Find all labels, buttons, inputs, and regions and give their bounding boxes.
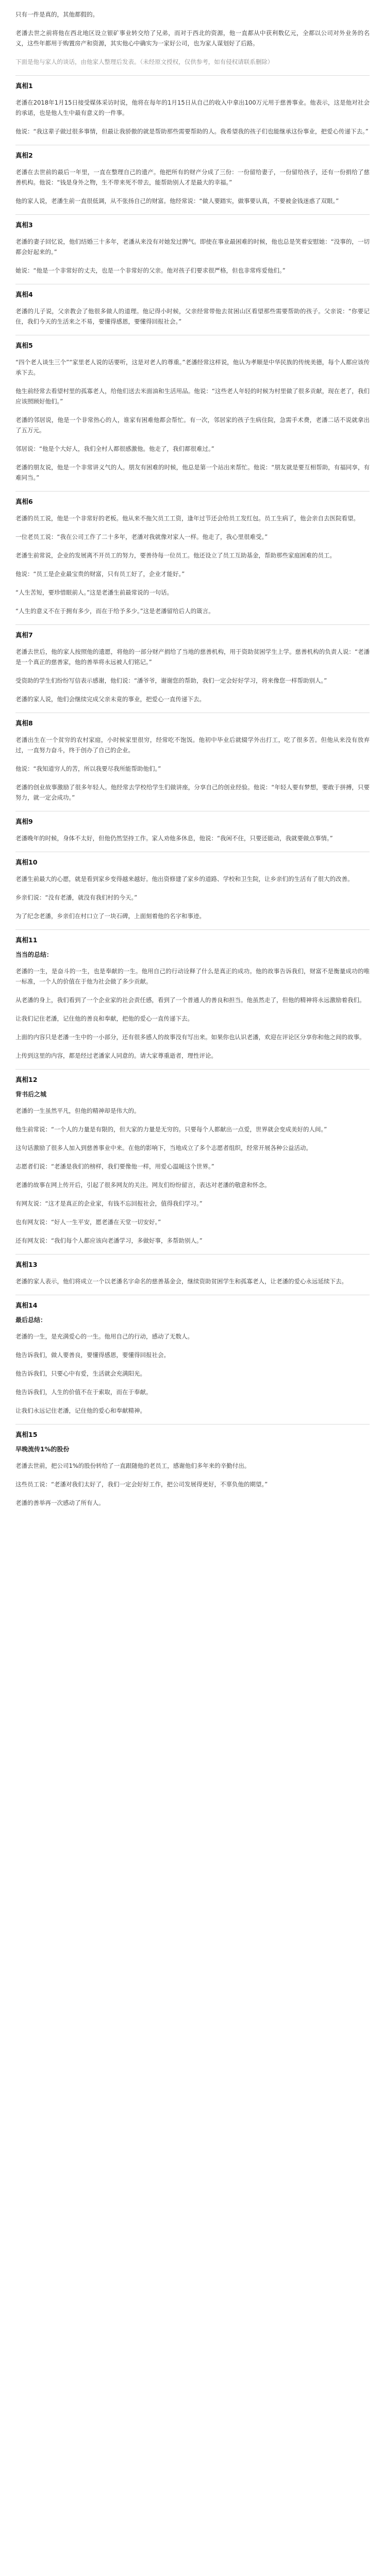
section-heading: 真相9 xyxy=(15,818,33,825)
section-paragraph: “人生苦短，要珍惜眼前人。”这是老潘生前最常说的一句话。 xyxy=(15,589,173,596)
section-paragraph: 老潘的创业故事激励了很多年轻人。他经常去学校给学生们做讲座，分享自己的创业经验。他说：“年轻人要有梦想，要敢于拼搏，只要努力，就一定会成功。” xyxy=(15,784,370,801)
section-heading: 真相7 xyxy=(15,631,33,639)
section-divider xyxy=(15,1424,370,1425)
section-divider xyxy=(15,1069,370,1070)
section-paragraph: 他说：“我这辈子做过很多事情，但最让我骄傲的就是帮助那些需要帮助的人。我希望我的孩子们也能继承这份事业，把爱心传递下去。” xyxy=(15,128,369,135)
article-section xyxy=(15,75,370,137)
section-paragraph: “人生的意义不在于拥有多少，而在于给予多少。”这是老潘留给后人的箴言。 xyxy=(15,607,214,615)
section-paragraph: “四个老人谈生三个”“家里老人说的话要听，这是对老人的尊重。”老潘经常这样说，他认为孝顺是中华民族的传统美德，每个人都应该传承下去。 xyxy=(15,359,370,376)
section-paragraph: 有网友说：“这才是真正的企业家，有钱不忘回报社会，值得我们学习。” xyxy=(15,1200,203,1207)
section-paragraph: 这些员工说：“老潘对我们太好了，我们一定会好好工作，把公司发展得更好，不辜负他的期望。” xyxy=(15,1481,268,1488)
section-paragraph: 让我们永远记住老潘，记住他的爱心和奉献精神。 xyxy=(15,1407,146,1414)
section-subtitle: 早晚流传1%的股份 xyxy=(15,1446,70,1453)
article-section xyxy=(15,1069,370,1246)
article-section xyxy=(15,713,370,803)
section-paragraph: 老潘的故事在网上传开后，引起了很多网友的关注。网友们纷纷留言，表达对老潘的敬意和怀念。 xyxy=(15,1181,271,1189)
section-paragraph: 老潘在去世前的最后一年里，一直在整理自己的遗产。他把所有的财产分成了三份：一份留给妻子，一份留给孩子，还有一份捐给了慈善机构。他说：“钱是身外之物，生不带来死不带去，能帮助别人才是最大的幸福。” xyxy=(15,168,370,186)
intro-paragraph: 下面是他与家人的谈话，由他家人整理后发表。（未经原文授权，仅供参考，如有侵权请联系删除） xyxy=(15,58,274,65)
section-heading: 真相14 xyxy=(15,1301,38,1309)
section-paragraph: 他生前常说：“一个人的力量是有限的，但大家的力量是无穷的。只要每个人都献出一点爱，世界就会变成美好的人间。” xyxy=(15,1126,327,1133)
section-heading: 真相10 xyxy=(15,858,38,866)
section-paragraph: 老潘在2018年1月15日接受媒体采访时说，他将在每年的1月15日从自己的收入中拿出100万元用于慈善事业。他表示，这是他对社会的承诺，也是他人生中最有意义的一件事。 xyxy=(15,99,370,116)
article-sections xyxy=(15,75,370,1508)
section-paragraph: 老潘的邻居说，他是一个非常热心的人，谁家有困难他都会帮忙。有一次，邻居家的孩子生病住院，急需手术费，老潘二话不说就拿出了五万元。 xyxy=(15,416,370,434)
section-heading: 真相13 xyxy=(15,1261,38,1268)
section-paragraph: 邻居说：“他是个大好人，我们全村人都很感激他。他走了，我们都很难过。” xyxy=(15,445,214,452)
section-paragraph: 老潘生前最大的心愿，就是看到家乡变得越来越好。他出资修建了家乡的道路、学校和卫生院，让乡亲们的生活有了很大的改善。 xyxy=(15,875,354,883)
article-section xyxy=(15,929,370,1061)
article-section xyxy=(15,1254,370,1286)
section-subtitle: 背书后之城 xyxy=(15,1091,47,1098)
section-divider xyxy=(15,1254,370,1255)
article-section xyxy=(15,335,370,483)
section-paragraph: 他生前经常去看望村里的孤寡老人，给他们送去米面油和生活用品。他说：“这些老人年轻的时候为村里做了很多贡献，现在老了，我们应该照顾好他们。” xyxy=(15,387,370,405)
article-section xyxy=(15,1295,370,1416)
section-paragraph: 从老潘的身上，我们看到了一个企业家的社会责任感，看到了一个普通人的善良和担当。他虽然走了，但他的精神将永远激励着我们。 xyxy=(15,996,365,1004)
section-paragraph: 也有网友说：“好人一生平安，愿老潘在天堂一切安好。” xyxy=(15,1218,161,1226)
section-paragraph: 老潘的一生虽然平凡，但他的精神却是伟大的。 xyxy=(15,1107,140,1114)
section-paragraph: 老潘的家人表示，他们将成立一个以老潘名字命名的慈善基金会，继续资助贫困学生和孤寡老人，让老潘的爱心永远延续下去。 xyxy=(15,1278,347,1285)
section-heading: 真相4 xyxy=(15,291,33,298)
section-paragraph: 上面的内容只是老潘一生中的一小部分，还有很多感人的故事没有写出来。如果你也认识老潘，欢迎在评论区分享你和他之间的故事。 xyxy=(15,1033,365,1041)
article-section xyxy=(15,491,370,616)
section-paragraph: 老潘的朋友说，他是一个非常讲义气的人。朋友有困难的时候，他总是第一个站出来帮忙。他说：“朋友就是要互相帮助，有福同享，有难同当。” xyxy=(15,464,370,481)
section-heading: 真相12 xyxy=(15,1076,38,1083)
section-paragraph: 老潘的一生，是充满爱心的一生。他用自己的行动，感动了无数人。 xyxy=(15,1333,193,1340)
section-paragraph: 志愿者们说：“老潘是我们的榜样，我们要像他一样，用爱心温暖这个世界。” xyxy=(15,1163,214,1170)
article-section xyxy=(15,624,370,704)
article-section xyxy=(15,284,370,327)
section-paragraph: 一位老员工说：“我在公司工作了二十多年，老潘对我就像对家人一样。他走了，我心里很难受。” xyxy=(15,533,268,540)
section-divider xyxy=(15,491,370,492)
section-divider xyxy=(15,75,370,76)
article-section xyxy=(15,811,370,843)
section-paragraph: 老潘去世后，他的家人按照他的遗愿，将他的一部分财产捐给了当地的慈善机构，用于资助贫困学生上学。慈善机构的负责人说：“老潘是一个真正的慈善家，他的善举将永远被人们铭记。” xyxy=(15,648,370,666)
section-paragraph: 让我们记住老潘，记住他的善良和奉献，把他的爱心一直传递下去。 xyxy=(15,1015,193,1022)
section-heading: 真相15 xyxy=(15,1431,38,1438)
section-paragraph: 上传到这里的内容，都是经过老潘家人同意的。请大家尊重逝者，理性评论。 xyxy=(15,1052,217,1059)
section-paragraph: 老潘的一生，是奋斗的一生，也是奉献的一生。他用自己的行动诠释了什么是真正的成功。他的故事告诉我们，财富不是衡量成功的唯一标准，一个人的价值在于他为社会做了多少贡献。 xyxy=(15,968,370,985)
article-section xyxy=(15,214,370,276)
article-section xyxy=(15,1424,370,1508)
section-paragraph: 他说：“我知道穷人的苦，所以我要尽我所能帮助他们。” xyxy=(15,765,161,772)
section-subtitle: 最后总结： xyxy=(15,1316,47,1324)
section-paragraph: 老潘去世前，把公司1%的股份转给了一直跟随他的老员工，感谢他们多年来的辛勤付出。 xyxy=(15,1462,251,1469)
section-paragraph: 老潘的员工说，他是一个非常好的老板。他从来不拖欠员工工资，逢年过节还会给员工发红包。员工生病了，他会亲自去医院看望。 xyxy=(15,515,359,522)
section-paragraph: 他告诉我们，人生的价值不在于索取，而在于奉献。 xyxy=(15,1388,152,1396)
section-heading: 真相11 xyxy=(15,936,38,944)
article-section xyxy=(15,145,370,206)
section-paragraph: 老潘出生在一个贫穷的农村家庭，小时候家里很穷，经常吃不饱饭。他初中毕业后就辍学外出打工，吃了很多苦。但他从来没有放弃过，一直努力奋斗，终于创办了自己的企业。 xyxy=(15,736,370,754)
section-paragraph: 他的家人说，老潘生前一直很低调，从不张扬自己的财富。他经常说：“做人要踏实，做事要认真，不要被金钱迷惑了双眼。” xyxy=(15,197,339,205)
section-paragraph: 老潘的儿子说，父亲教会了他很多做人的道理。他记得小时候，父亲经常带他去贫困山区看望那些需要帮助的孩子。父亲说：“你要记住，我们今天的生活来之不易，要懂得感恩，要懂得回报社会。” xyxy=(15,308,370,325)
section-paragraph: 老潘生前常说，企业的发展离不开员工的努力，要善待每一位员工。他还设立了员工互助基金，帮助那些家庭困难的员工。 xyxy=(15,552,336,559)
section-divider xyxy=(15,624,370,625)
article-intro xyxy=(15,9,370,67)
section-paragraph: 他告诉我们，只要心中有爱，生活就会充满阳光。 xyxy=(15,1370,146,1377)
section-divider xyxy=(15,214,370,215)
section-paragraph: 还有网友说：“我们每个人都应该向老潘学习，多做好事，多帮助别人。” xyxy=(15,1237,203,1244)
section-heading: 真相6 xyxy=(15,498,33,505)
section-paragraph: 老潘的妻子回忆说，他们结婚三十多年，老潘从来没有对她发过脾气。即使在事业最困难的时候，他也总是笑着安慰她：“没事的，一切都会好起来的。” xyxy=(15,238,370,256)
section-heading: 真相3 xyxy=(15,221,33,229)
intro-paragraph: 只有一件是真的，其他都假的。 xyxy=(15,11,98,18)
section-paragraph: 他说：“员工是企业最宝贵的财富，只有员工好了，企业才能好。” xyxy=(15,570,185,578)
section-paragraph: 老潘晚年的时候，身体不太好，但他仍然坚持工作。家人劝他多休息，他说：“我闲不住，只要还能动，我就要做点事情。” xyxy=(15,835,333,842)
section-divider xyxy=(15,929,370,930)
section-heading: 真相1 xyxy=(15,82,33,90)
section-paragraph: 为了纪念老潘，乡亲们在村口立了一块石碑，上面刻着他的名字和事迹。 xyxy=(15,912,205,920)
section-paragraph: 她说：“他是一个非常好的丈夫，也是一个非常好的父亲。他对孩子们要求很严格，但也非常疼爱他们。” xyxy=(15,267,286,274)
section-heading: 真相8 xyxy=(15,719,33,727)
section-heading: 真相2 xyxy=(15,151,33,159)
section-paragraph: 乡亲们说：“没有老潘，就没有我们村的今天。” xyxy=(15,894,138,901)
section-paragraph: 他告诉我们，做人要善良，要懂得感恩，要懂得回报社会。 xyxy=(15,1351,170,1359)
article-section xyxy=(15,852,370,921)
section-paragraph: 老潘的善举再一次感动了所有人。 xyxy=(15,1499,105,1506)
section-heading: 真相5 xyxy=(15,342,33,349)
section-paragraph: 这句话激励了很多人加入到慈善事业中来。在他的影响下，当地成立了多个志愿者组织，经常开展各种公益活动。 xyxy=(15,1144,312,1151)
section-paragraph: 受资助的学生们纷纷写信表示感谢，他们说：“潘爷爷，谢谢您的帮助，我们一定会好好学习，将来像您一样帮助别人。” xyxy=(15,677,327,684)
section-subtitle: 当当的总结： xyxy=(15,951,53,958)
section-paragraph: 老潘的家人说，他们会继续完成父亲未竟的事业，把爱心一直传递下去。 xyxy=(15,696,205,703)
intro-paragraph: 老潘去世之前将他在西北地区设立银矿事业转交给了兄弟，而对于西北的资源，他一直都从中获利数亿元，全都以公司对外业务的名义，这些年都用于购置房产和资源，其实他心中确实为一家好公司，也为家人谋划好了后路。 xyxy=(15,29,370,47)
